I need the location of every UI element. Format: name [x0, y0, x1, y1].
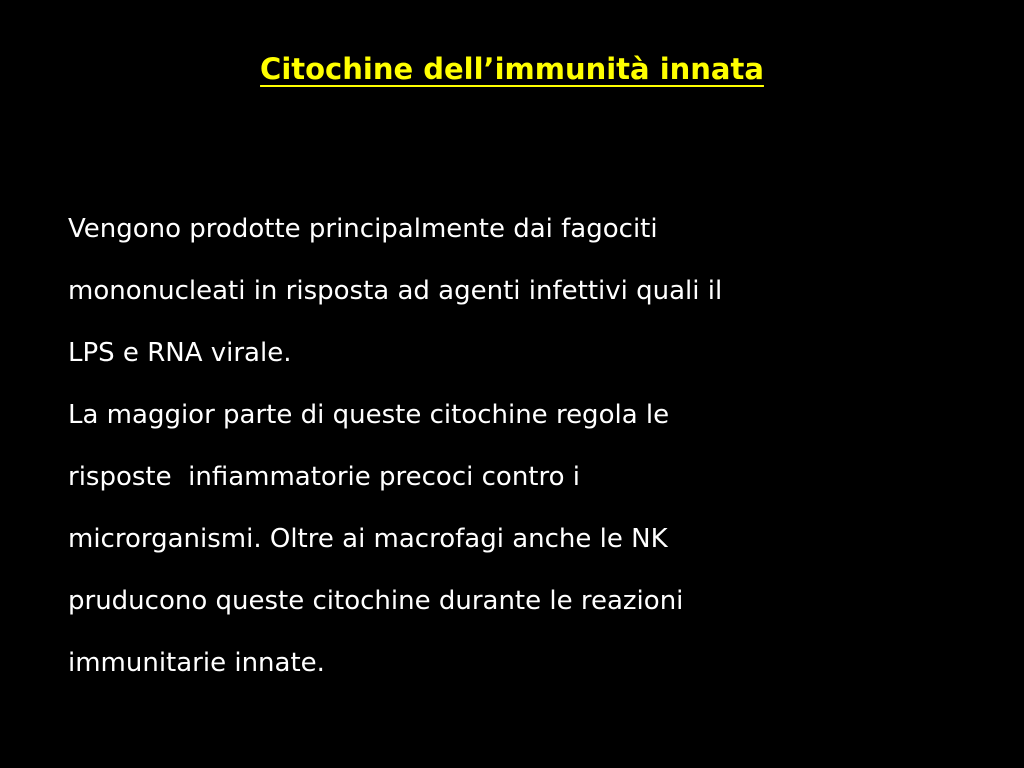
body-line-3: LPS e RNA virale.: [68, 338, 292, 368]
body-line-2: mononucleati in risposta ad agenti infettivi quali il: [68, 276, 723, 306]
slide-body: [68, 198, 948, 694]
body-line-7: pruducono queste citochine durante le reazioni: [68, 586, 684, 616]
body-line-1: Vengono prodotte principalmente dai fagociti: [68, 214, 658, 244]
body-line-5: risposte infiammatorie precoci contro i: [68, 462, 581, 492]
body-line-6: microrganismi. Oltre ai macrofagi anche le NK: [68, 524, 668, 554]
body-line-8: immunitarie innate.: [68, 648, 325, 678]
body-line-4: La maggior parte di queste citochine regola le: [68, 400, 670, 430]
slide-title: Citochine dell’immunità innata: [260, 52, 764, 86]
